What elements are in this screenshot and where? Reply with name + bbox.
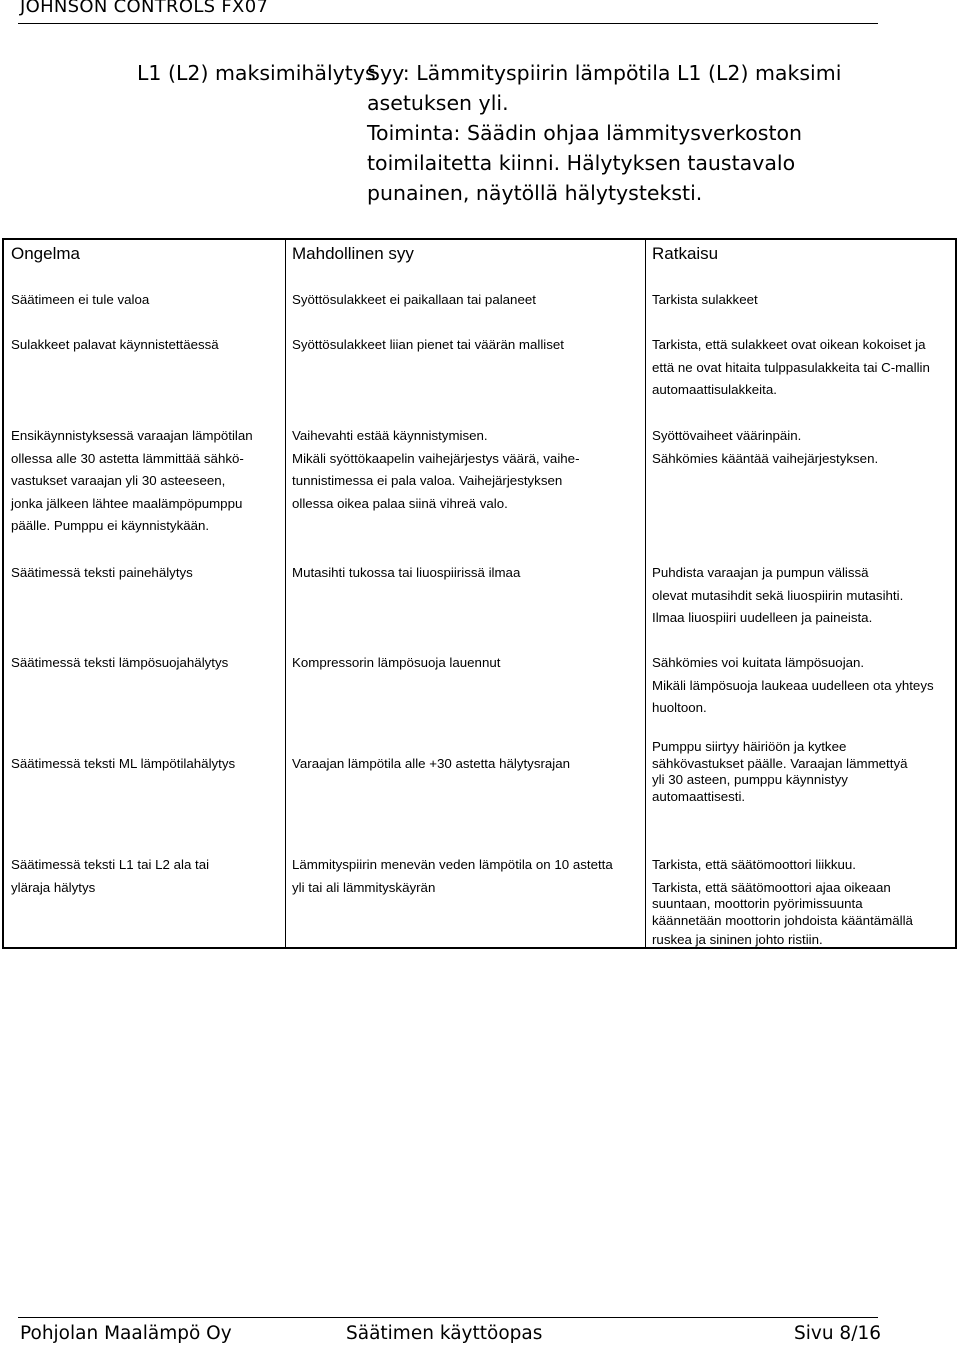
row-solution: Sähkömies voi kuitata lämpösuojan. Mikäli lämpösuoja laukeaa uudelleen ota yhteys huoltoon. <box>652 655 934 715</box>
alarm-desc-line: punainen, näytöllä hälytysteksti. <box>367 181 703 205</box>
footer-company: Pohjolan Maalämpö Oy <box>20 1323 232 1344</box>
page-footer <box>18 1317 881 1348</box>
footer-doc-title: Säätimen käyttöopas <box>346 1323 543 1344</box>
alarm-term: L1 (L2) maksimihälytys <box>137 61 376 85</box>
alarm-desc-line: asetuksen yli. <box>367 91 509 115</box>
alarm-desc-line: Syy: Lämmityspiirin lämpötila L1 (L2) maksimi <box>367 61 842 85</box>
alarm-desc-line: toimilaitetta kiinni. Hälytyksen taustavalo <box>367 151 796 175</box>
column-divider <box>285 240 286 947</box>
row-solution: Tarkista, että säätömoottori liikkuu. Tarkista, että säätömoottori ajaa oikeaan suuntaan, moottorin pyörimissuunta käännetään moottorin johdoista kääntämällä ruskea ja sininen johto ristiin. <box>652 857 913 947</box>
header-title: JOHNSON CONTROLS FX07 <box>20 0 269 17</box>
row-cause: Lämmityspiirin menevän veden lämpötila on 10 astetta yli tai ali lämmityskäyrän <box>292 857 613 895</box>
row-problem: Säätimessä teksti ML lämpötilahälytys <box>11 756 236 771</box>
troubleshooting-table <box>2 238 957 949</box>
row-solution: Tarkista, että sulakkeet ovat oikean kokoiset ja että ne ovat hitaita tulppasulakkeita tai C-mallin automaattisulakkeita. <box>652 337 930 397</box>
row-cause: Syöttösulakkeet liian pienet tai väärän malliset <box>292 337 564 352</box>
row-solution: Pumppu siirtyy häiriöön ja kytkee sähkövastukset päälle. Varaajan lämmettyä yli 30 asteen, pumppu käynnistyy automaattisesti. <box>652 739 908 804</box>
row-cause: Syöttösulakkeet ei paikallaan tai palaneet <box>292 292 536 307</box>
row-problem: Säätimessä teksti painehälytys <box>11 565 193 580</box>
column-divider <box>645 240 646 947</box>
alarm-desc-line: Toiminta: Säädin ohjaa lämmitysverkoston <box>367 121 803 145</box>
row-problem: Säätimessä teksti L1 tai L2 ala tai yläraja hälytys <box>11 857 210 895</box>
page-header <box>18 0 878 24</box>
row-problem: Säätimeen ei tule valoa <box>11 292 150 307</box>
row-problem: Ensikäynnistyksessä varaajan lämpötilan ollessa alle 30 astetta lämmittää sähkö- vastukset varaajan yli 30 asteeseen, jonka jälkeen lähtee maalämpöpumppu päälle. Pumppu ei käynnistykään. <box>11 428 253 533</box>
row-problem: Sulakkeet palavat käynnistettäessä <box>11 337 219 352</box>
header-cause: Mahdollinen syy <box>292 244 414 263</box>
row-cause: Kompressorin lämpösuoja lauennut <box>292 655 501 670</box>
row-solution: Tarkista sulakkeet <box>652 292 758 307</box>
alarm-desc <box>367 58 842 208</box>
header-problem: Ongelma <box>11 244 80 263</box>
header-solution: Ratkaisu <box>652 244 719 263</box>
row-cause: Vaihevahti estää käynnistymisen. Mikäli syöttökaapelin vaihejärjestys väärä, vaihe- tunnistimessa ei pala valoa. Vaihejärjestyksen ollessa oikea palaa siinä vihreä valo. <box>292 428 580 511</box>
row-cause: Varaajan lämpötila alle +30 astetta hälytysrajan <box>292 756 571 771</box>
row-solution: Puhdista varaajan ja pumpun välissä olevat mutasihdit sekä liuospiirin mutasihti. Ilmaa liuospiiri uudelleen ja paineista. <box>652 565 904 625</box>
row-solution: Syöttövaiheet väärinpäin. Sähkömies kääntää vaihejärjestyksen. <box>652 428 879 466</box>
footer-page-number: Sivu 8/16 <box>794 1323 881 1344</box>
row-problem: Säätimessä teksti lämpösuojahälytys <box>11 655 229 670</box>
row-cause: Mutasihti tukossa tai liuospiirissä ilmaa <box>292 565 521 580</box>
